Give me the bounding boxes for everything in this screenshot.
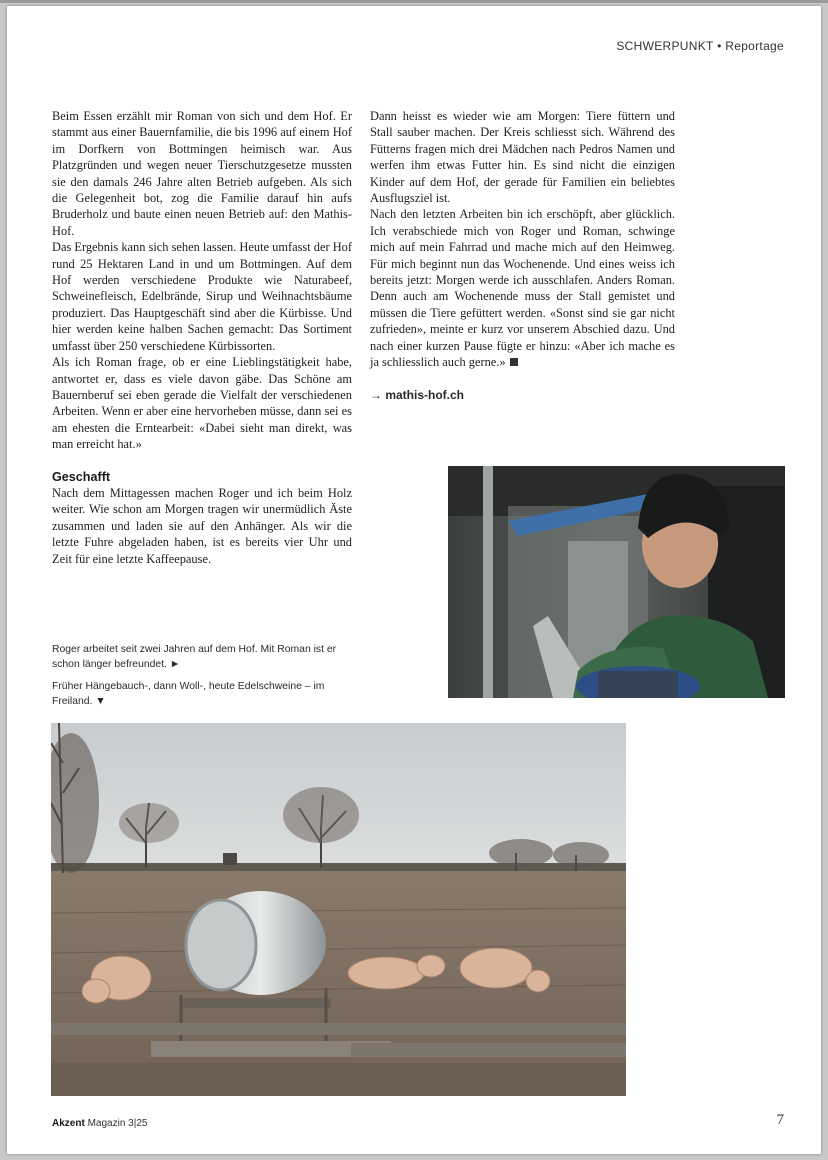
header-separator: • (717, 39, 722, 53)
end-mark-icon (510, 358, 518, 366)
paragraph: Dann heisst es wieder wie am Morgen: Tiere füttern und Stall sauber machen. Der Kreis schliesst sich. Während des Fütterns fragen mich drei Mädchen nach Pedros Namen und werfen ihm etwas Futter hin. Es sind nicht die einzigen Kinder auf dem Hof, der gerade für Familien ein beliebtes Ausflugsziel ist. (370, 109, 675, 206)
farmer-illustration (448, 466, 785, 698)
magazine-footer (52, 1118, 147, 1129)
magazine-brand: Akzent (52, 1118, 85, 1129)
pigs-photo (51, 723, 626, 1096)
viewer-top-bar (0, 0, 828, 3)
paragraph: Als ich Roman frage, ob er eine Lieblingstätigkeit habe, antwortet er, dass es viele davon gäbe. Das Schöne am Bauernberuf sei eben gerade die Vielfalt der verschiedenen Arbeiten. Wenn er aber eine hervorheben müsse, dann sei es am ehesten die Erntearbeit: «Dabei sieht man direkt, was man erreicht hat.» (52, 355, 352, 452)
paragraph: Beim Essen erzählt mir Roman von sich und dem Hof. Er stammt aus einer Bauernfamilie, die bis 1996 auf einem Hof im Dorfkern von Bottmingen heimisch war. Aus Platzgründen und wegen neuer Tierschutzgesetze mussten sie den damals 246 Jahre alten Betrieb aufgeben. Als sich die Gelegenheit bot, zog die Familie darauf hin aufs Bruderholz und baute einen neuen Betrieb auf: den Mathis-Hof. (52, 109, 352, 238)
section-header (616, 39, 784, 53)
page-number: 7 (776, 1112, 784, 1128)
photo-caption-pigs: Früher Hängebauch-, dann Woll-, heute Edelschweine – im Freiland. ▼ (52, 681, 325, 707)
farmer-photo (448, 466, 785, 698)
photo-caption-farmer: Roger arbeitet seit zwei Jahren auf dem Hof. Mit Roman ist er schon länger befreundet. ► (52, 644, 337, 670)
paragraph: Nach dem Mittagessen machen Roger und ich beim Holz weiter. Wie schon am Morgen tragen wir unermüdlich Äste zusammen und laden sie auf den Anhänger. Als wir die letzte Fuhre abgeladen haben, ist es bereits vier Uhr und Zeit für eine letzte Kaffeepause. (52, 485, 352, 566)
text-column-right (370, 108, 675, 403)
pigs-illustration (51, 723, 626, 1096)
section-label: SCHWERPUNKT (616, 39, 714, 53)
magazine-issue: Magazin 3|25 (87, 1118, 148, 1129)
website-link[interactable]: → mathis-hof.ch (370, 387, 465, 402)
magazine-page (7, 6, 821, 1154)
text-column-left (52, 108, 352, 567)
paragraph: Das Ergebnis kann sich sehen lassen. Heute umfasst der Hof rund 25 Hektaren Land in und um Bottmingen. Auf dem Hof werden verschiedene Produkte wie Naturabeef, Schweinefleisch, Edelbrände, Sirup und Weihnachtsbäume produziert. Das Hauptgeschäft sind aber die Kürbisse. Und hier werden keine halben Sachen gemacht: Das Sortiment umfasst über 250 verschiedene Kürbissorten. (52, 240, 352, 353)
subheading: Geschafft (52, 469, 111, 484)
paragraph (370, 206, 675, 370)
closing-paragraph-text: Nach den letzten Arbeiten bin ich erschöpft, aber glücklich. Ich verabschiede mich von Roger und Roman, schwinge mich auf mein Fahrrad und mache mich auf den Heimweg. Für mich beginnt nun das Wochenende. Und eines weiss ich bereits jetzt: Morgen werde ich ausschlafen. Anders Roman. Denn auch am Wochenende muss der Stall gemistet und müssen die Tiere gefüttert werden. «Sonst sind sie gar nicht zufrieden», meinte er kurz vor unserem Abschied dazu. Und nach einer kurzen Pause fügte er hinzu: «Aber ich mache es ja schliesslich auch gerne.» (370, 207, 675, 370)
category-label: Reportage (725, 39, 784, 53)
